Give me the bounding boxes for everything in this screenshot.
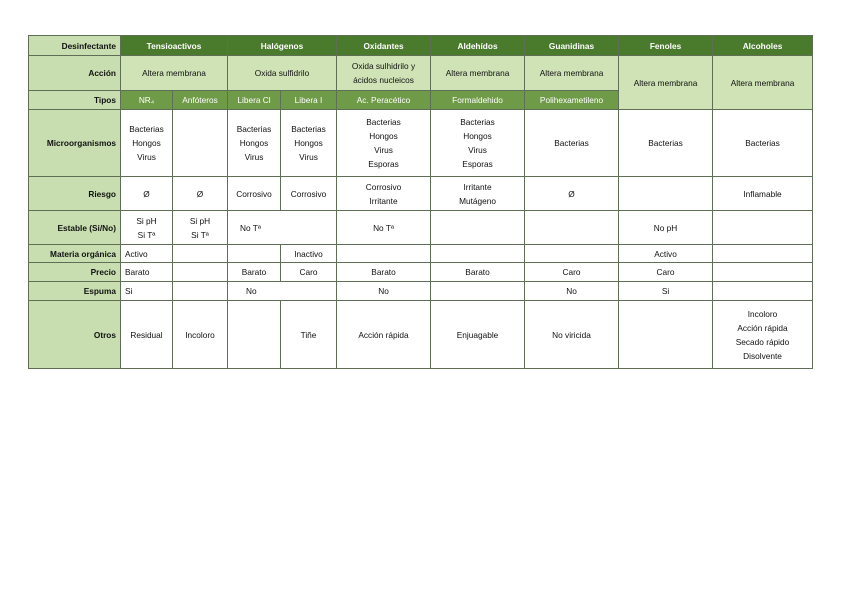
materia-libera-i: Inactivo [281,245,337,263]
row-label-accion: Acción [29,56,121,91]
tipo-nr4: NR₄ [121,91,173,110]
micro-alcoholes: Bacterias [713,110,813,177]
otros-guanidinas: No viricida [525,301,619,369]
riesgo-aldehidos: Irritante Mutágeno [431,177,525,211]
accion-row [29,56,813,91]
estable-guanidinas [525,211,619,245]
otros-alcoholes: Incoloro Acción rápida Secado rápido Disolvente [713,301,813,369]
estable-fenoles: No pH [619,211,713,245]
espuma-halogenos: No [228,282,337,301]
micro-libera-i: Bacterias Hongos Virus [281,110,337,177]
row-label-microorganismos: Microorganismos [29,110,121,177]
materia-guanidinas [525,245,619,263]
materia-aldehidos [431,245,525,263]
corner-label: Desinfectante [29,36,121,56]
otros-libera-cl [228,301,281,369]
micro-guanidinas: Bacterias [525,110,619,177]
espuma-alcoholes [713,282,813,301]
disinfectant-table [28,35,813,369]
precio-anfoteros [173,263,228,282]
accion-guanidinas: Altera membrana [525,56,619,91]
estable-alcoholes [713,211,813,245]
accion-oxidantes: Oxida sulhidrilo y ácidos nucleicos [337,56,431,91]
precio-libera-i: Caro [281,263,337,282]
materia-anfoteros [173,245,228,263]
materia-fenoles: Activo [619,245,713,263]
otros-oxidantes: Acción rápida [337,301,431,369]
row-label-espuma: Espuma [29,282,121,301]
row-label-precio: Precio [29,263,121,282]
accion-halogenos: Oxida sulfidrilo [228,56,337,91]
micro-anfoteros [173,110,228,177]
estable-halogenos: No Tª [228,211,337,245]
micro-libera-cl: Bacterias Hongos Virus [228,110,281,177]
precio-alcoholes [713,263,813,282]
accion-tensioactivos: Altera membrana [121,56,228,91]
accion-alcoholes: Altera membrana [713,56,813,110]
estable-aldehidos [431,211,525,245]
header-fenoles: Fenoles [619,36,713,56]
row-label-riesgo: Riesgo [29,177,121,211]
accion-aldehidos: Altera membrana [431,56,525,91]
header-tensioactivos: Tensioactivos [121,36,228,56]
riesgo-oxidantes: Corrosivo Irritante [337,177,431,211]
estable-anfoteros: Si pH Si Tª [173,211,228,245]
header-oxidantes: Oxidantes [337,36,431,56]
otros-libera-i: Tiñe [281,301,337,369]
riesgo-guanidinas: Ø [525,177,619,211]
tipo-libera-i: Libera I [281,91,337,110]
micro-aldehidos: Bacterias Hongos Virus Esporas [431,110,525,177]
row-label-otros: Otros [29,301,121,369]
accion-fenoles: Altera membrana [619,56,713,110]
riesgo-libera-cl: Corrosivo [228,177,281,211]
materia-oxidantes [337,245,431,263]
tipo-peracetico: Ac. Peracético [337,91,431,110]
otros-row [29,301,813,369]
precio-aldehidos: Barato [431,263,525,282]
estable-nr4: Si pH Si Tª [121,211,173,245]
estable-oxidantes: No Tª [337,211,431,245]
riesgo-fenoles [619,177,713,211]
row-label-materia: Materia orgánica [29,245,121,263]
tipo-polihexametileno: Polihexametileno [525,91,619,110]
espuma-oxidantes: No [337,282,431,301]
precio-guanidinas: Caro [525,263,619,282]
materia-row [29,245,813,263]
otros-aldehidos: Enjuagable [431,301,525,369]
otros-anfoteros: Incoloro [173,301,228,369]
espuma-fenoles: Si [619,282,713,301]
header-row [29,36,813,56]
espuma-row [29,282,813,301]
precio-oxidantes: Barato [337,263,431,282]
micro-fenoles: Bacterias [619,110,713,177]
header-aldehidos: Aldehídos [431,36,525,56]
riesgo-nr4: Ø [121,177,173,211]
row-label-tipos: Tipos [29,91,121,110]
espuma-guanidinas: No [525,282,619,301]
header-guanidinas: Guanidinas [525,36,619,56]
materia-alcoholes [713,245,813,263]
header-alcoholes: Alcoholes [713,36,813,56]
riesgo-libera-i: Corrosivo [281,177,337,211]
row-label-estable: Estable (Si/No) [29,211,121,245]
riesgo-row [29,177,813,211]
precio-row [29,263,813,282]
tipo-libera-cl: Libera Cl [228,91,281,110]
otros-nr4: Residual [121,301,173,369]
microorganismos-row [29,110,813,177]
precio-nr4: Barato [121,263,173,282]
riesgo-anfoteros: Ø [173,177,228,211]
espuma-anfoteros [173,282,228,301]
estable-row [29,211,813,245]
tipo-formaldehido: Formaldehido [431,91,525,110]
riesgo-alcoholes: Inflamable [713,177,813,211]
tipo-anfoteros: Anfóteros [173,91,228,110]
header-halogenos: Halógenos [228,36,337,56]
espuma-nr4: Si [121,282,173,301]
precio-libera-cl: Barato [228,263,281,282]
micro-nr4: Bacterias Hongos Virus [121,110,173,177]
espuma-aldehidos [431,282,525,301]
otros-fenoles [619,301,713,369]
micro-oxidantes: Bacterias Hongos Virus Esporas [337,110,431,177]
materia-nr4: Activo [121,245,173,263]
precio-fenoles: Caro [619,263,713,282]
materia-libera-cl [228,245,281,263]
